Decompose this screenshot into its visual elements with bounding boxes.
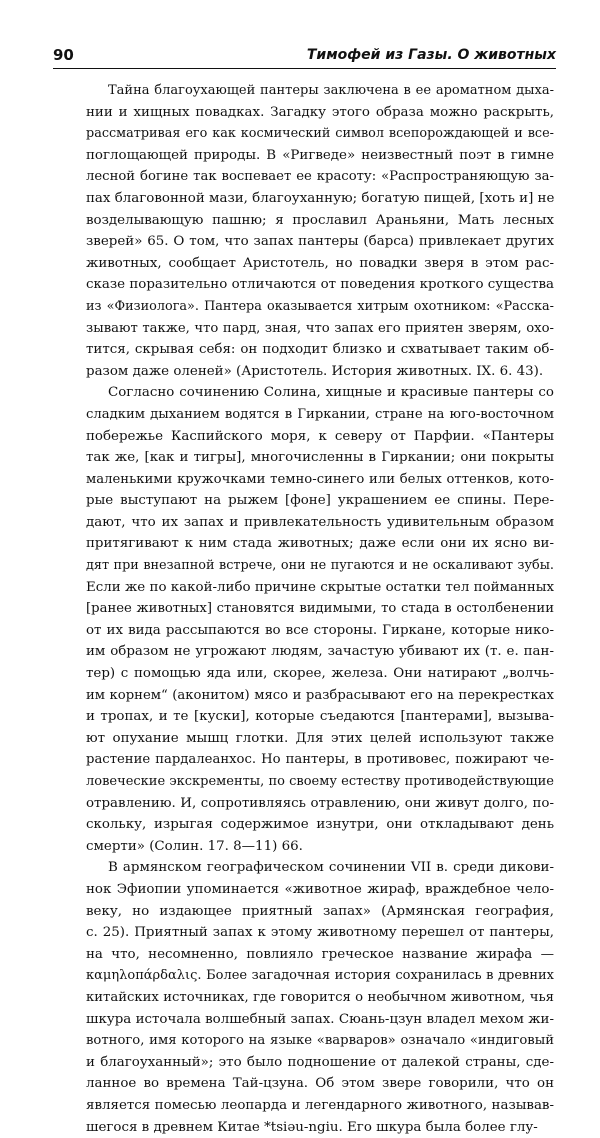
text-line: зывают также, что пард, зная, что запах его приятен зверям, охо- bbox=[86, 318, 554, 340]
header-rule bbox=[53, 68, 556, 69]
paragraph bbox=[86, 382, 554, 857]
text-line: из «Физиолога». Пантера оказывается хитрым охотником: «Расска- bbox=[86, 296, 554, 318]
text-line: пах благовонной мази, благоуханную; богатую пищей, [хоть и] не bbox=[86, 188, 554, 210]
text-line: вотного, имя которого на языке «варваров» означало «индиговый bbox=[86, 1030, 554, 1052]
text-line: Тайна благоухающей пантеры заключена в ее ароматном дыха- bbox=[86, 80, 554, 102]
text-line: возделывающую пашню; я прославил Араньяни, Мать лесных bbox=[86, 210, 554, 232]
page-number: 90 bbox=[53, 46, 74, 64]
text-line: смерти» (Солин. 17. 8—11) 66. bbox=[86, 836, 554, 858]
text-line: ланное во времена Тай-цзуна. Об этом звере говорили, что он bbox=[86, 1073, 554, 1095]
text-line: китайских источниках, где говорится о необычном животном, чья bbox=[86, 987, 554, 1009]
text-line: тится, скрывая себя: он подходит близко и схватывает таким об- bbox=[86, 339, 554, 361]
text-line: отравлению. И, сопротивляясь отравлению, они живут долго, по- bbox=[86, 793, 554, 815]
text-line: καμηλοπάρδαλις. Более загадочная история сохранилась в древних bbox=[86, 965, 554, 987]
text-line: рассматривая его как космический символ всепорождающей и все- bbox=[86, 123, 554, 145]
text-line: нии и хищных повадках. Загадку этого образа можно раскрыть, bbox=[86, 102, 554, 124]
text-line: разом даже оленей» (Аристотель. История животных. IX. 6. 43). bbox=[86, 361, 554, 383]
text-line: скольку, изрыгая содержимое изнутри, они откладывают день bbox=[86, 814, 554, 836]
text-line: поглощающей природы. В «Ригведе» неизвестный поэт в гимне bbox=[86, 145, 554, 167]
text-line: шегося в древнем Китае *tsiəu-ngiu. Его шкура была более глу- bbox=[86, 1117, 554, 1138]
text-line: Если же по какой-либо причине скрытые остатки тел пойманных bbox=[86, 577, 554, 599]
text-line: маленькими кружочками темно-синего или белых оттенков, кото- bbox=[86, 469, 554, 491]
text-line: растение пардалеанхос. Но пантеры, в противовес, пожирают че- bbox=[86, 749, 554, 771]
text-line: сказе поразительно отличаются от поведения кроткого существа bbox=[86, 274, 554, 296]
text-line: является помесью леопарда и легендарного животного, называв- bbox=[86, 1095, 554, 1117]
body-text bbox=[86, 80, 554, 1138]
text-line: зверей» 65. О том, что запах пантеры (барса) привлекает других bbox=[86, 231, 554, 253]
text-line: и благоуханный»; это было подношение от далекой страны, сде- bbox=[86, 1052, 554, 1074]
text-line: побережье Каспийского моря, к северу от Парфии. «Пантеры bbox=[86, 426, 554, 448]
text-line: дают, что их запах и привлекательность удивительным образом bbox=[86, 512, 554, 534]
text-line: В армянском географическом сочинении VII в. среди дикови- bbox=[86, 857, 554, 879]
text-line: ют опухание мышц глотки. Для этих целей используют также bbox=[86, 728, 554, 750]
text-line: лесной богине так воспевает ее красоту: «Распространяющую за- bbox=[86, 166, 554, 188]
text-line: и тропах, и те [куски], которые съедаются [пантерами], вызыва- bbox=[86, 706, 554, 728]
text-line: шкура источала волшебный запах. Сюань-цзун владел мехом жи- bbox=[86, 1009, 554, 1031]
text-line: дят при внезапной встрече, они не пугаются и не оскаливают зубы. bbox=[86, 555, 554, 577]
text-line: от их вида рассыпаются во все стороны. Гиркане, которые нико- bbox=[86, 620, 554, 642]
text-line: им образом не угрожают людям, зачастую убивают их (т. е. пан- bbox=[86, 641, 554, 663]
text-line: притягивают к ним стада животных; даже если они их ясно ви- bbox=[86, 533, 554, 555]
paragraph bbox=[86, 80, 554, 382]
text-line: нок Эфиопии упоминается «животное жираф, враждебное чело- bbox=[86, 879, 554, 901]
running-header bbox=[53, 46, 556, 68]
text-line: тер) с помощью яда или, скорее, железа. Они натирают „волчь- bbox=[86, 663, 554, 685]
text-line: так же, [как и тигры], многочисленны в Гиркании; они покрыты bbox=[86, 447, 554, 469]
text-line: веку, но издающее приятный запах» (Армянская география, bbox=[86, 901, 554, 923]
text-line: [ранее животных] становятся видимыми, то стада в остолбенении bbox=[86, 598, 554, 620]
text-line: на что, несомненно, повлияло греческое название жирафа — bbox=[86, 944, 554, 966]
paragraph bbox=[86, 857, 554, 1138]
text-line: с. 25). Приятный запах к этому животному перешел от пантеры, bbox=[86, 922, 554, 944]
text-line: им корнем“ (аконитом) мясо и разбрасывают его на перекрестках bbox=[86, 685, 554, 707]
text-line: сладким дыханием водятся в Гиркании, стране на юго-восточном bbox=[86, 404, 554, 426]
text-line: Согласно сочинению Солина, хищные и красивые пантеры со bbox=[86, 382, 554, 404]
running-title: Тимофей из Газы. О животных bbox=[307, 46, 556, 64]
text-line: рые выступают на рыжем [фоне] украшением ее спины. Пере- bbox=[86, 490, 554, 512]
text-line: животных, сообщает Аристотель, но повадки зверя в этом рас- bbox=[86, 253, 554, 275]
text-line: ловеческие экскременты, по своему естеству противодействующие bbox=[86, 771, 554, 793]
